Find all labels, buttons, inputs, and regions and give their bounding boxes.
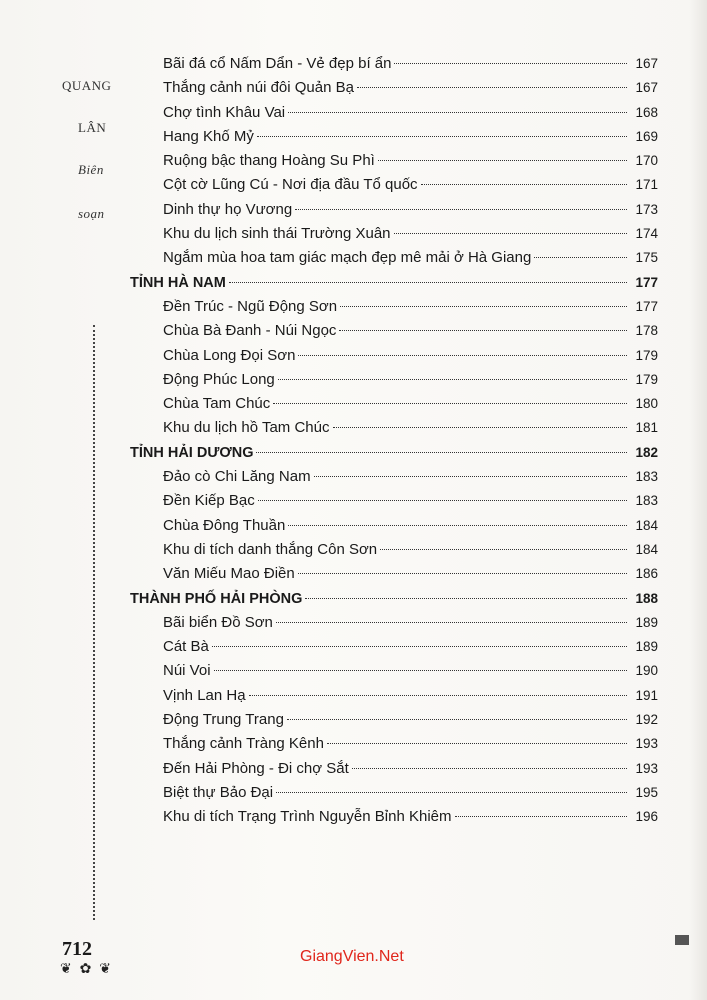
toc-entry-row (130, 125, 658, 149)
toc-entry-row (130, 805, 658, 829)
toc-page-number: 171 (635, 177, 658, 193)
toc-leader-dots (340, 306, 627, 307)
toc-entry-row (130, 757, 658, 781)
toc-leader-dots (229, 282, 627, 283)
toc-entry-row (130, 416, 658, 440)
table-of-contents (130, 52, 658, 830)
toc-label: Chùa Tam Chúc (163, 395, 271, 413)
toc-leader-dots (257, 136, 627, 137)
toc-entry-row (130, 368, 658, 392)
toc-entry-row (130, 489, 658, 513)
author-name-line1: QUANG (62, 78, 112, 93)
toc-page-number: 183 (635, 493, 658, 509)
toc-entry-row (130, 659, 658, 683)
toc-page-number: 186 (635, 566, 658, 582)
toc-entry-row (130, 198, 658, 222)
toc-label: Động Trung Trang (163, 711, 284, 729)
author-role-line1: Biên (78, 162, 104, 177)
toc-label: Đền Trúc - Ngũ Động Sơn (163, 297, 338, 315)
author-role-line2: soạn (78, 206, 105, 221)
toc-label: Bãi đá cổ Nấm Dẩn - Vẻ đẹp bí ẩn (163, 55, 392, 72)
toc-page-number: 167 (635, 80, 658, 96)
toc-leader-dots (212, 646, 627, 647)
author-name-line2: LÂN (78, 120, 107, 135)
toc-page-number: 169 (635, 128, 658, 144)
toc-page-number: 182 (635, 444, 658, 460)
toc-label: Đảo cò Chi Lăng Nam (163, 468, 311, 486)
toc-leader-dots (295, 209, 627, 210)
toc-entry-row (130, 52, 658, 76)
toc-page-number: 183 (635, 469, 658, 485)
corner-mark (675, 935, 689, 945)
toc-label: Cát Bà (163, 638, 209, 656)
page-edge-shadow (689, 0, 707, 1000)
toc-page-number: 188 (635, 590, 658, 606)
toc-section-row (130, 587, 658, 611)
toc-page-number: 184 (635, 517, 658, 533)
toc-page-number: 189 (635, 614, 658, 630)
toc-leader-dots (278, 379, 627, 380)
toc-leader-dots (314, 476, 627, 477)
toc-leader-dots (276, 792, 627, 793)
toc-page-number: 167 (635, 56, 658, 71)
toc-page-number: 184 (635, 541, 658, 557)
toc-leader-dots (333, 427, 628, 428)
toc-leader-dots (288, 525, 627, 526)
toc-label: THÀNH PHỐ HẢI PHÒNG (130, 590, 303, 607)
toc-leader-dots (258, 500, 627, 501)
toc-entry-row (130, 538, 658, 562)
toc-label: Ruộng bậc thang Hoàng Su Phì (163, 152, 375, 170)
toc-page-number: 195 (635, 784, 658, 800)
toc-leader-dots (249, 695, 627, 696)
footer-ornament: ❦ ✿ ❦ (60, 960, 113, 976)
toc-page-number: 178 (635, 323, 658, 339)
toc-entry-row (130, 465, 658, 489)
toc-leader-dots (378, 160, 627, 161)
toc-entry-row (130, 149, 658, 173)
toc-label: Chùa Long Đọi Sơn (163, 346, 296, 364)
toc-label: Đến Hải Phòng - Đi chợ Sắt (163, 759, 349, 777)
toc-leader-dots (339, 330, 627, 331)
toc-label: Ngắm mùa hoa tam giác mạch đẹp mê mải ở Hà Giang (163, 249, 532, 267)
toc-label: Bãi biển Đồ Sơn (163, 613, 273, 631)
toc-page-number: 179 (635, 371, 658, 387)
toc-label: Chùa Đông Thuần (163, 516, 286, 534)
toc-entry-row (130, 246, 658, 270)
toc-label: Chùa Bà Đanh - Núi Ngọc (163, 322, 337, 340)
toc-leader-dots (287, 719, 627, 720)
toc-leader-dots (394, 63, 627, 64)
toc-page-number: 193 (635, 760, 658, 776)
toc-label: TỈNH HÀ NAM (130, 274, 226, 291)
toc-page-number: 174 (635, 226, 658, 242)
toc-entry-row (130, 562, 658, 586)
toc-page-number: 170 (635, 153, 658, 169)
toc-leader-dots (327, 743, 627, 744)
toc-label: Động Phúc Long (163, 370, 275, 388)
toc-page-number: 177 (635, 298, 658, 314)
toc-leader-dots (256, 452, 627, 453)
margin-dotted-rule (93, 325, 95, 920)
toc-entry-row (130, 344, 658, 368)
toc-entry-row (130, 392, 658, 416)
toc-leader-dots (534, 257, 627, 258)
toc-leader-dots (288, 112, 627, 113)
toc-entry-row (130, 319, 658, 343)
toc-label: Khu di tích Trạng Trình Nguyễn Bỉnh Khiêm (163, 808, 452, 826)
toc-entry-row (130, 611, 658, 635)
toc-page-number: 196 (635, 809, 658, 825)
toc-label: Khu du lịch sinh thái Trường Xuân (163, 225, 391, 243)
toc-page-number: 192 (635, 712, 658, 728)
toc-leader-dots (352, 768, 627, 769)
toc-entry-row (130, 684, 658, 708)
toc-leader-dots (298, 573, 627, 574)
toc-label: Văn Miếu Mao Điền (163, 565, 295, 583)
toc-entry-row (130, 635, 658, 659)
toc-label: Biệt thự Bảo Đại (163, 783, 274, 801)
toc-entry-row (130, 76, 658, 100)
toc-page-number: 173 (635, 201, 658, 217)
toc-leader-dots (276, 622, 627, 623)
toc-page-number: 193 (635, 736, 658, 752)
toc-entry-row (130, 732, 658, 756)
toc-section-row (130, 271, 658, 295)
toc-label: Thắng cảnh Tràng Kênh (163, 735, 324, 753)
toc-leader-dots (380, 549, 627, 550)
toc-label: Thắng cảnh núi đôi Quản Bạ (163, 79, 354, 97)
toc-page-number: 191 (635, 687, 658, 703)
toc-label: Chợ tình Khâu Vai (163, 103, 286, 121)
toc-leader-dots (421, 184, 627, 185)
toc-leader-dots (357, 87, 627, 88)
toc-label: Cột cờ Lũng Cú - Nơi địa đầu Tổ quốc (163, 176, 418, 194)
toc-label: Dinh thự họ Vương (163, 200, 293, 218)
toc-label: TỈNH HẢI DƯƠNG (130, 444, 254, 461)
toc-page-number: 168 (635, 104, 658, 120)
toc-leader-dots (214, 670, 627, 671)
toc-leader-dots (298, 355, 627, 356)
toc-entry-row (130, 514, 658, 538)
toc-leader-dots (305, 598, 627, 599)
toc-entry-row (130, 781, 658, 805)
toc-label: Đền Kiếp Bạc (163, 492, 255, 510)
toc-label: Hang Khố Mỷ (163, 127, 254, 145)
toc-label: Vịnh Lan Hạ (163, 686, 246, 704)
toc-entry-row (130, 101, 658, 125)
toc-leader-dots (455, 816, 628, 817)
toc-entry-row (130, 173, 658, 197)
toc-leader-dots (273, 403, 627, 404)
toc-page-number: 181 (635, 420, 658, 436)
toc-entry-row (130, 708, 658, 732)
toc-label: Khu di tích danh thắng Côn Sơn (163, 540, 378, 558)
page-number: 712 (62, 938, 92, 960)
toc-section-row (130, 441, 658, 465)
toc-page-number: 190 (635, 663, 658, 679)
toc-leader-dots (394, 233, 627, 234)
toc-entry-row (130, 295, 658, 319)
toc-page-number: 177 (635, 274, 658, 290)
toc-label: Khu du lịch hồ Tam Chúc (163, 419, 330, 437)
toc-entry-row (130, 222, 658, 246)
toc-page-number: 175 (635, 250, 658, 266)
toc-label: Núi Voi (163, 662, 211, 680)
toc-page-number: 189 (635, 639, 658, 655)
toc-page-number: 180 (635, 396, 658, 412)
watermark: GiangVien.Net (300, 948, 404, 965)
toc-page-number: 179 (635, 347, 658, 363)
